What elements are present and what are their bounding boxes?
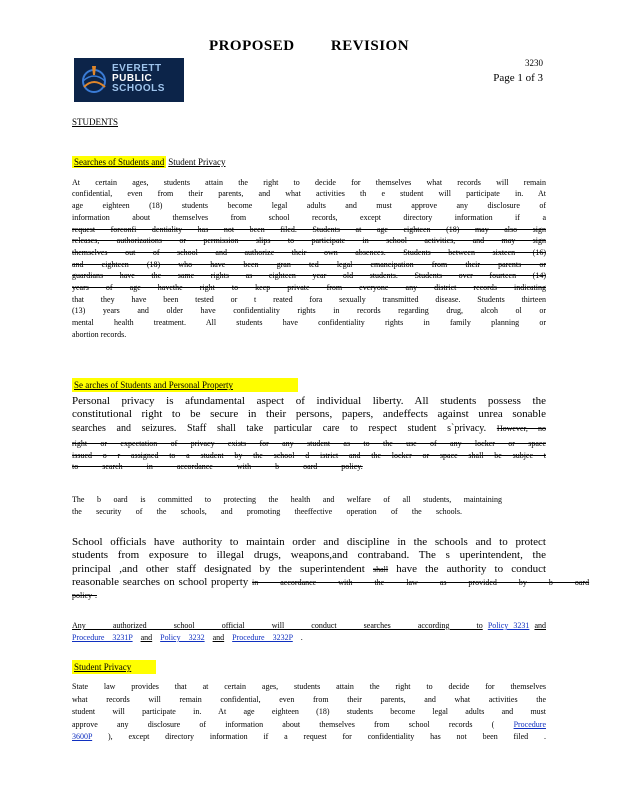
title-word-proposed: PROPOSED bbox=[208, 38, 295, 54]
line-part: reasonable searches on school property bbox=[72, 575, 249, 588]
section-3-heading bbox=[72, 657, 156, 675]
line-part: and bbox=[140, 633, 153, 642]
section-1-heading bbox=[72, 156, 546, 169]
procedure-3232p-link[interactable]: Procedure 3232P bbox=[232, 633, 293, 642]
struck-text: However, no bbox=[496, 423, 547, 433]
text-line: what records will remain confidential, even from their parents, and what activities the bbox=[72, 694, 546, 704]
logo-text-line2: PUBLIC bbox=[112, 73, 153, 84]
heading-student-privacy-2: Student Privacy bbox=[72, 660, 156, 674]
text-line: (13) years and older have confidentiality rights in records regarding drug, alcoh ol or bbox=[72, 306, 546, 316]
title-word-revision: REVISION bbox=[330, 38, 410, 54]
procedure-3600p-link-cont[interactable]: 3600P bbox=[72, 732, 93, 741]
globe-icon bbox=[80, 63, 108, 97]
section-2-paragraph-2 bbox=[72, 494, 546, 517]
struck-text-line: right or expectation of privacy exists for any student as to the use of any locker or space bbox=[72, 439, 546, 448]
text-line bbox=[72, 575, 590, 589]
struck-text: in accordance with the law as provided by b oard bbox=[252, 577, 590, 587]
text-line: constitutional right to be secure in their persons, papers, andeffects against unrea sonable bbox=[72, 408, 546, 421]
text-line bbox=[72, 422, 546, 435]
text-line: abortion records. bbox=[72, 329, 127, 339]
text-line: mental health treatment. All students have confidentiality rights in family planning or bbox=[72, 318, 546, 328]
page-title bbox=[0, 38, 618, 55]
struck-text-line: and eighteen (18) who have been gran ted legal emancipation from their parents or bbox=[72, 259, 546, 269]
section-2-paragraph-3 bbox=[72, 536, 590, 602]
section-label: STUDENTS bbox=[72, 117, 119, 127]
line-part: ), except directory information if a request for confidentiality has not been filed . bbox=[107, 732, 546, 741]
text-line bbox=[72, 731, 546, 744]
text-line: student will participate in. At age eighteen (18) students become legal adults and must bbox=[72, 707, 546, 716]
struck-text-line: to search in accordance with b oard policy. bbox=[72, 462, 363, 472]
struck-text-line: years of age havethe right to keep private from everyone any district records indicating bbox=[72, 283, 546, 293]
text-line: that they have been tested or t reated fora sexually transmitted disease. Students thirteen bbox=[72, 294, 546, 304]
section-2-heading bbox=[72, 375, 298, 393]
policy-number: 3230 bbox=[525, 58, 543, 68]
text-line: the security of the schools, and promoting theeffective operation of the schools. bbox=[72, 506, 462, 516]
line-part: . bbox=[300, 633, 303, 642]
text-line: The b oard is committed to protecting the health and welfare of all students, maintaining bbox=[72, 495, 502, 504]
logo-text-line3: SCHOOLS bbox=[112, 83, 165, 94]
line-part: and bbox=[212, 633, 225, 642]
section-3-paragraph bbox=[72, 681, 546, 744]
struck-text-line: themselves out of school and authorize their own absences. Students between sixteen (16) bbox=[72, 247, 546, 257]
section-2-struck-block bbox=[72, 438, 546, 473]
text-line: Personal privacy is afundamental aspect of individual liberty. All students possess the bbox=[72, 395, 546, 407]
procedure-3231p-link[interactable]: Procedure 3231P bbox=[72, 633, 133, 642]
procedure-3600p-link[interactable]: Procedure bbox=[513, 719, 546, 729]
text-line bbox=[72, 719, 546, 732]
text-line: School officials have authority to maintain order and discipline in the schools and to protect bbox=[72, 536, 546, 548]
text-line: students from exposure to illegal drugs, weapons,and contraband. The s uperintendent, the bbox=[72, 549, 546, 562]
everett-public-schools-logo bbox=[74, 58, 184, 102]
text-line: information about themselves from school records, except directory information if a bbox=[72, 212, 546, 222]
struck-text-line: releases, authorizations or permission slips to participate in school activities, and may sign bbox=[72, 236, 546, 246]
text-line bbox=[72, 620, 546, 632]
page-number: Page 1 of 3 bbox=[493, 72, 543, 84]
line-part: have the authority to conduct bbox=[396, 562, 547, 575]
line-part: approve any disclosure of information about themselves from school records ( bbox=[72, 719, 495, 729]
struck-text-line: request forconfi dentiality has not been filed. Students at age eighteen (18) may also sign bbox=[72, 224, 546, 234]
struck-text-line: policy . bbox=[72, 591, 97, 601]
text-line: At certain ages, students attain the right to decide for themselves what records will remain bbox=[72, 177, 546, 187]
line-plain-part: searches and seizures. Staff shall take particular care to respect student s`privacy. bbox=[72, 422, 487, 434]
heading-searches-personal-property: Se arches of Students and Personal Property bbox=[72, 378, 298, 392]
heading-searches-of-students: Searches of Students and bbox=[74, 157, 165, 167]
text-line bbox=[72, 632, 546, 644]
policy-3231-link[interactable]: Policy 3231 bbox=[487, 621, 530, 630]
section-1 bbox=[72, 156, 546, 341]
section-2-paragraph-1 bbox=[72, 395, 546, 435]
struck-text-line: issued o r assigned to a student by the school d istrict and the locker or space shall be subjec t bbox=[72, 450, 546, 460]
struck-text-line: guardians have the same rights as eighteen year old students. Students over fourteen (14) bbox=[72, 271, 546, 281]
text-line bbox=[72, 563, 546, 576]
line-part: Any authorized school official will conduct searches according to bbox=[72, 621, 483, 630]
logo-text-line1: EVERETT bbox=[112, 63, 162, 74]
text-line: State law provides that at certain ages, students attain the right to decide for themselves bbox=[72, 682, 546, 691]
text-line: confidential, even from their parents, and what activities th e student will participate in. At bbox=[72, 189, 546, 199]
text-line: age eighteen (18) students become legal adults and must approve any disclosure of bbox=[72, 201, 546, 211]
heading-student-privacy: Student Privacy bbox=[168, 157, 226, 167]
struck-text: shall bbox=[372, 564, 389, 574]
section-2-paragraph-4 bbox=[72, 620, 546, 644]
line-part: and bbox=[534, 621, 547, 630]
policy-3232-link[interactable]: Policy 3232 bbox=[160, 633, 205, 642]
line-part: principal ,and other staff designated by the superintendent bbox=[72, 562, 365, 575]
